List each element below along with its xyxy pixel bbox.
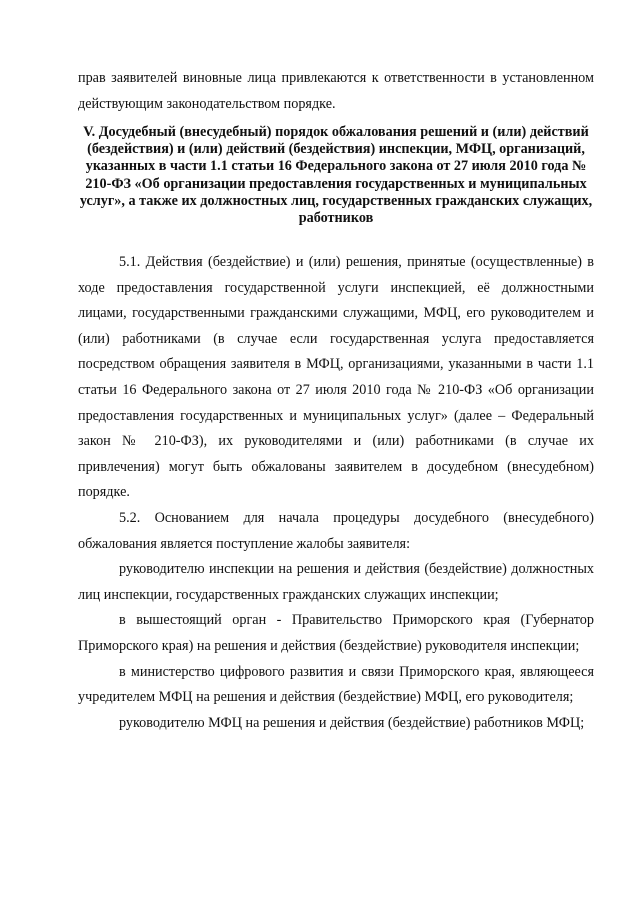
list-item-3: в министерство цифрового развития и связи Приморского края, являющееся учредителем МФЦ на решения и действия (бездействие) МФЦ, его руководителя; bbox=[78, 663, 594, 706]
list-item-4: руководителю МФЦ на решения и действия (бездействие) работников МФЦ; bbox=[119, 714, 585, 731]
intro-paragraph: прав заявителей виновные лица привлекаются к ответственности в установленном действующим законодательством порядке. bbox=[78, 70, 594, 112]
list-item-1: руководителю инспекции на решения и действия (бездействие) должностных лиц инспекции, государственных гражданских служащих инспекции; bbox=[78, 561, 594, 603]
body-block bbox=[78, 250, 594, 736]
section-heading: V. Досудебный (внесудебный) порядок обжалования решений и (или) действий (бездействия) и (или) действий (бездействия) инспекции, МФЦ, организаций, указанных в части 1.1 статьи 16 Федерального закона от 27 июля 2010 года № 210-ФЗ «Об организации предоставления государственных и муниципальных услуг», а также их должностных лиц, государственных гражданских служащих, работников bbox=[79, 124, 593, 227]
paragraph-5-1: 5.1. Действия (бездействие) и (или) решения, принятые (осуществленные) в ходе предоставления государственной услуги инспекцией, её должностными лицами, государственными гражданскими служащими, МФЦ, его руководителем и (или) работниками (в случае если государственная услуга предоставляется посредством обращения заявителя в МФЦ, организациями, указанными в части 1.1 статьи 16 Федерального закона от 27 июля 2010 года № 210-ФЗ «Об организации предоставления государственных и муниципальных услуг» (далее – Федеральный закон № 210-ФЗ), их руководителями и (или) работниками (в случае их привлечения) могут быть обжалованы заявителем в досудебном (внесудебном) порядке. bbox=[78, 254, 594, 501]
paragraph-5-2: 5.2. Основанием для начала процедуры досудебного (внесудебного) обжалования является поступление жалобы заявителя: bbox=[78, 509, 594, 552]
list-item-2: в вышестоящий орган - Правительство Приморского края (Губернатор Приморского края) на решения и действия (бездействие) руководителя инспекции; bbox=[78, 612, 594, 654]
intro-block bbox=[78, 66, 594, 117]
